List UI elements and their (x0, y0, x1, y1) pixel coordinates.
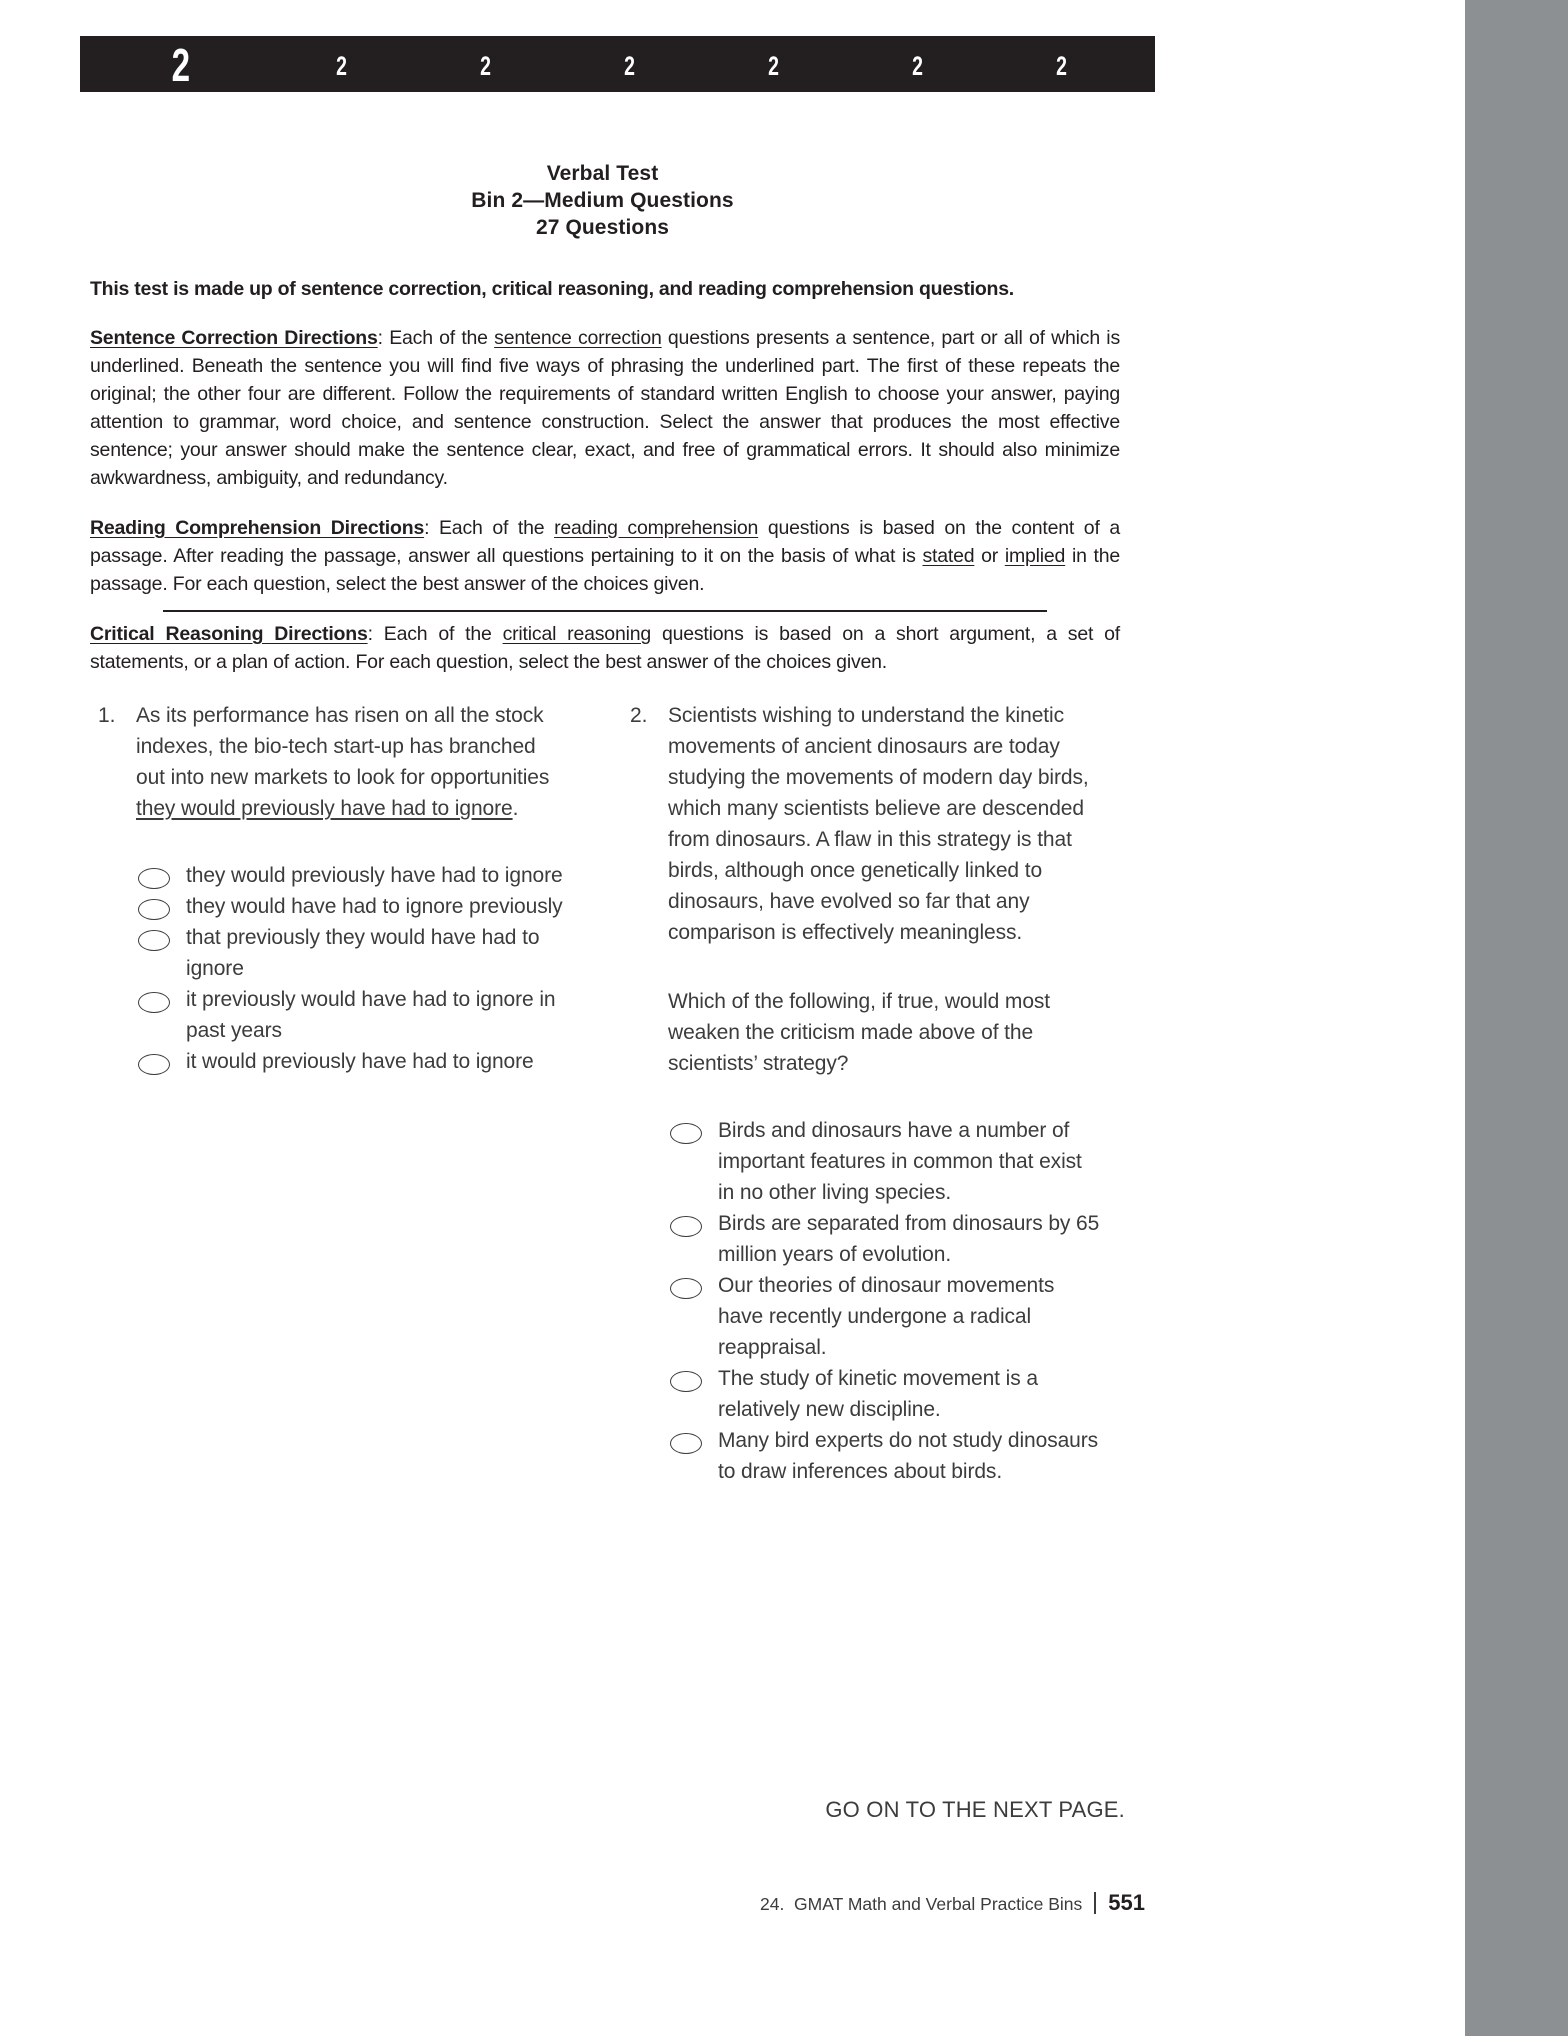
q1-tail: . (512, 797, 519, 820)
question-1-row (98, 700, 568, 824)
answer-oval-icon[interactable] (138, 899, 170, 920)
q1-underlined: they would previously have had to ignore (136, 797, 513, 820)
question-1-choice-c[interactable] (138, 922, 568, 984)
rc-part3: or (974, 545, 1005, 567)
question-2-number: 2. (630, 704, 648, 727)
question-1-number: 1. (98, 704, 116, 727)
footer-chapter-number: 24. (759, 1894, 785, 1914)
answer-oval-icon[interactable] (670, 1278, 702, 1299)
choice-label: Many bird experts do not study dinosaurs to draw inferences about birds. (718, 1429, 1099, 1483)
footer-page-number: 551 (1108, 1890, 1145, 1915)
header-marker-4: 2 (624, 51, 635, 81)
choice-label: it previously would have had to ignore in past years (186, 988, 556, 1042)
choice-label: it would previously have had to ignore (186, 1050, 534, 1073)
header-marker-5: 2 (768, 51, 779, 81)
question-1-choice-d[interactable] (138, 984, 568, 1046)
question-column-right (630, 700, 1100, 1503)
rc-underlined-implied: implied (1004, 545, 1066, 567)
question-1-choice-a[interactable] (138, 860, 568, 891)
question-2-choice-e[interactable] (670, 1425, 1100, 1487)
header-marker-2: 2 (336, 51, 347, 81)
header-marker-8: 2 (1193, 39, 1213, 91)
cr-colon: : (367, 623, 373, 645)
answer-oval-icon[interactable] (670, 1123, 702, 1144)
answer-oval-icon[interactable] (138, 868, 170, 889)
rc-part2: questions is based on the content of a passage. After reading the passage, answer all questions pertaining to it on the basis of what is (90, 517, 1120, 567)
question-1 (98, 700, 568, 1077)
answer-oval-icon[interactable] (670, 1371, 702, 1392)
reading-comprehension-heading: Reading Comprehension Directions (90, 517, 425, 539)
question-column-left (98, 700, 568, 1093)
choice-label: Our theories of dinosaur movements have recently undergone a radical reappraisal. (718, 1274, 1055, 1359)
answer-oval-icon[interactable] (138, 992, 170, 1013)
question-2-choices (670, 1115, 1100, 1487)
page-subtitle-count: 27 Questions (535, 216, 670, 239)
question-2-stem-row (630, 986, 1100, 1079)
directions-lead: This test is made up of sentence correction, critical reasoning, and reading comprehension questions. (90, 278, 1014, 300)
header-marker-6: 2 (912, 51, 923, 81)
choice-label: Birds and dinosaurs have a number of important features in common that exist in no other living species. (718, 1119, 1082, 1204)
question-2-choice-a[interactable] (670, 1115, 1100, 1208)
question-2-stem: Which of the following, if true, would most weaken the criticism made above of the scientists’ strategy? (668, 990, 1051, 1075)
question-2-choice-c[interactable] (670, 1270, 1100, 1363)
rc-underlined-term: reading comprehension (554, 517, 759, 539)
choice-label: they would have had to ignore previously (186, 895, 563, 918)
cr-part2: questions is based on a short argument, a set of statements, or a plan of action. For each question, select the best answer of the choices given. (90, 623, 1121, 673)
header-marker-1: 2 (171, 39, 191, 91)
page-footer (0, 1890, 1145, 1916)
rc-underlined-stated: stated (922, 545, 975, 567)
section-divider (163, 610, 1047, 612)
answer-oval-icon[interactable] (138, 1054, 170, 1075)
question-2-text: Scientists wishing to understand the kinetic movements of ancient dinosaurs are today studying the movements of modern day birds, which many scientists believe are descended from dinosaurs. A flaw in this strategy is that birds, although once genetically linked to dinosaurs, have evolved so far that any comparison is effectively meaningless. (668, 704, 1089, 944)
header-marker-7: 2 (1056, 51, 1067, 81)
choice-label: Birds are separated from dinosaurs by 65 million years of evolution. (718, 1212, 1100, 1266)
page-header-bar (80, 36, 1213, 92)
choice-label: The study of kinetic movement is a relatively new discipline. (718, 1367, 1038, 1421)
q1-plain: As its performance has risen on all the stock indexes, the bio-tech start-up has branched out into new markets to look for opportunities (136, 704, 550, 789)
answer-oval-icon[interactable] (670, 1433, 702, 1454)
question-1-choice-e[interactable] (138, 1046, 568, 1077)
header-marker-3: 2 (480, 51, 491, 81)
question-1-choices (138, 860, 568, 1077)
critical-reasoning-directions (90, 620, 1120, 676)
question-2 (630, 700, 1100, 1487)
answer-oval-icon[interactable] (670, 1216, 702, 1237)
directions-section (90, 276, 1120, 698)
cr-underlined-term: critical reasoning (502, 623, 652, 645)
rc-part1: Each of the (429, 517, 555, 539)
question-1-choice-b[interactable] (138, 891, 568, 922)
question-1-text (136, 700, 568, 824)
questions-area (0, 700, 1205, 1750)
page-bleed-margin (1465, 0, 1568, 2036)
page-title: Verbal Test (546, 162, 659, 185)
cr-part1: Each of the (372, 623, 503, 645)
question-2-choice-d[interactable] (670, 1363, 1100, 1425)
choice-label: that previously they would have had to ignore (186, 926, 540, 980)
question-2-row (630, 700, 1100, 948)
sc-underlined-term: sentence correction (494, 327, 662, 349)
sc-colon: : (377, 327, 383, 349)
reading-comprehension-directions (90, 514, 1120, 598)
sentence-correction-directions (90, 324, 1120, 492)
choice-label: they would previously have had to ignore (186, 864, 563, 887)
page-title-block (0, 160, 1205, 241)
footer-book-title: GMAT Math and Verbal Practice Bins (794, 1894, 1083, 1914)
sc-part1: Each of the (382, 327, 495, 349)
answer-oval-icon[interactable] (138, 930, 170, 951)
question-2-choice-b[interactable] (670, 1208, 1100, 1270)
critical-reasoning-heading: Critical Reasoning Directions (90, 623, 368, 645)
sc-part2: questions presents a sentence, part or all of which is underlined. Beneath the sentence you will find five ways of phrasing the underlined part. The first of these repeats the original; the other four are different. Follow the requirements of standard written English to choose your answer, paying attention to grammar, word choice, and sentence construction. Select the answer that produces the most effective sentence; your answer should make the sentence clear, exact, and free of grammatical errors. It should also minimize awkwardness, ambiguity, and redundancy. (90, 327, 1120, 489)
rc-part4: in the passage. For each question, select the best answer of the choices given. (90, 545, 1120, 595)
page-subtitle-bin: Bin 2—Medium Questions (471, 189, 734, 212)
sentence-correction-heading: Sentence Correction Directions (90, 327, 378, 349)
rc-colon: : (424, 517, 430, 539)
go-on-notice: GO ON TO THE NEXT PAGE. (825, 1797, 1125, 1822)
footer-separator (1094, 1892, 1096, 1914)
